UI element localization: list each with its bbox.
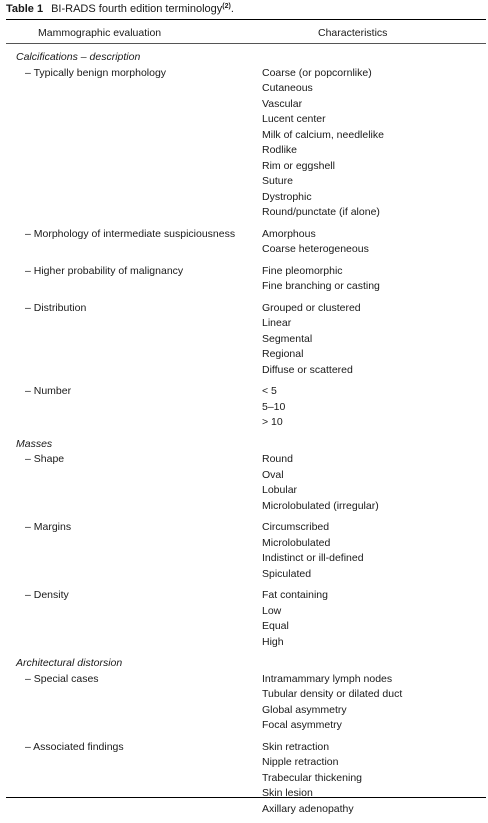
table-row [0, 520, 488, 582]
characteristic-item: Suture [262, 175, 293, 187]
table-row [0, 301, 488, 379]
characteristics-list [262, 452, 488, 514]
characteristic-item: Fine pleomorphic [262, 264, 343, 277]
bottom-rule [6, 797, 486, 798]
characteristic-item: Vascular [262, 97, 303, 110]
row-label: – Associated findings [25, 740, 124, 753]
characteristic-item: Amorphous [262, 227, 316, 240]
characteristic-item: Skin lesion [262, 787, 313, 799]
characteristic-item: Skin retraction [262, 740, 330, 753]
row-label: – Density [25, 589, 69, 601]
table-caption [6, 3, 234, 16]
characteristic-item: Focal asymmetry [262, 719, 342, 731]
top-rule [6, 19, 486, 20]
characteristics-list [262, 301, 488, 379]
header-rule [6, 43, 486, 44]
column-header-characteristics: Characteristics [318, 27, 388, 39]
characteristic-item: Nipple retraction [262, 756, 339, 768]
characteristic-item: Regional [262, 348, 304, 360]
characteristic-item: Cutaneous [262, 82, 313, 94]
column-header-evaluation: Mammographic evaluation [38, 27, 162, 39]
characteristic-item: Tubular density or dilated duct [262, 688, 403, 700]
characteristic-item: Coarse heterogeneous [262, 243, 369, 255]
characteristic-item: Fat containing [262, 589, 328, 601]
characteristic-item: Equal [262, 620, 289, 632]
characteristic-item: 5–10 [262, 400, 286, 413]
characteristics-list [262, 227, 488, 258]
characteristic-item: Grouped or clustered [262, 301, 361, 314]
characteristic-item: Coarse (or popcornlike) [262, 66, 372, 79]
table-row [0, 452, 488, 514]
characteristic-item: Fine branching or casting [262, 280, 380, 292]
characteristic-item: High [262, 635, 284, 648]
characteristic-item: Segmental [262, 332, 313, 345]
table-row [0, 588, 488, 650]
table-section [0, 437, 488, 651]
characteristic-item: Linear [262, 317, 292, 329]
row-label: – Special cases [25, 672, 99, 685]
characteristic-item: Low [262, 604, 282, 617]
row-label: – Typically benign morphology [25, 66, 167, 79]
characteristic-item: Axillary adenopathy [262, 802, 354, 815]
table-row [0, 740, 488, 818]
characteristics-list [262, 66, 488, 221]
row-label: – Number [25, 385, 72, 397]
characteristic-item: Spiculated [262, 567, 312, 580]
characteristic-item: Rim or eggshell [262, 159, 335, 172]
characteristic-item: Circumscribed [262, 521, 330, 533]
characteristic-item: Lucent center [262, 113, 326, 125]
table-row [0, 227, 488, 258]
characteristic-item: Global asymmetry [262, 703, 347, 716]
section-title: Masses [16, 437, 53, 450]
characteristic-item: Microlobulated [262, 536, 331, 549]
characteristic-item: Intramammary lymph nodes [262, 672, 393, 685]
characteristic-item: Diffuse or scattered [262, 363, 353, 376]
characteristics-list [262, 264, 488, 295]
table-section [0, 50, 488, 431]
characteristic-item: Rodlike [262, 144, 298, 156]
characteristics-list [262, 740, 488, 818]
characteristic-item: > 10 [262, 416, 283, 428]
table-row [0, 672, 488, 734]
section-title: Architectural distorsion [16, 657, 123, 669]
table-number: Table 1 [6, 3, 44, 15]
characteristic-item: Milk of calcium, needlelike [262, 128, 384, 141]
characteristic-item: Dystrophic [262, 190, 312, 203]
table-title: BI-RADS fourth edition terminology [51, 3, 223, 15]
characteristic-item: Indistinct or ill-defined [262, 552, 364, 564]
characteristic-item: Round/punctate (if alone) [262, 206, 380, 218]
row-label: – Shape [25, 453, 65, 465]
table-row [0, 66, 488, 221]
row-label: – Margins [25, 521, 72, 533]
reference-superscript: (2) [222, 3, 231, 10]
characteristics-list [262, 672, 488, 734]
table-body [0, 50, 488, 823]
characteristic-item: Oval [262, 468, 284, 481]
characteristics-list [262, 588, 488, 650]
table-row [0, 264, 488, 295]
table-row [0, 384, 488, 431]
characteristic-item: < 5 [262, 385, 277, 397]
section-title: Calcifications – description [16, 51, 141, 63]
row-label: – Morphology of intermediate suspiciousness [25, 227, 236, 240]
characteristic-item: Microlobulated (irregular) [262, 499, 379, 512]
characteristics-list [262, 384, 488, 431]
caption-period: . [230, 3, 234, 15]
characteristics-list [262, 520, 488, 582]
table-section [0, 656, 488, 817]
characteristic-item: Round [262, 453, 293, 465]
row-label: – Distribution [25, 301, 87, 314]
characteristic-item: Lobular [262, 484, 298, 496]
row-label: – Higher probability of malignancy [25, 264, 184, 277]
characteristic-item: Trabecular thickening [262, 771, 362, 784]
